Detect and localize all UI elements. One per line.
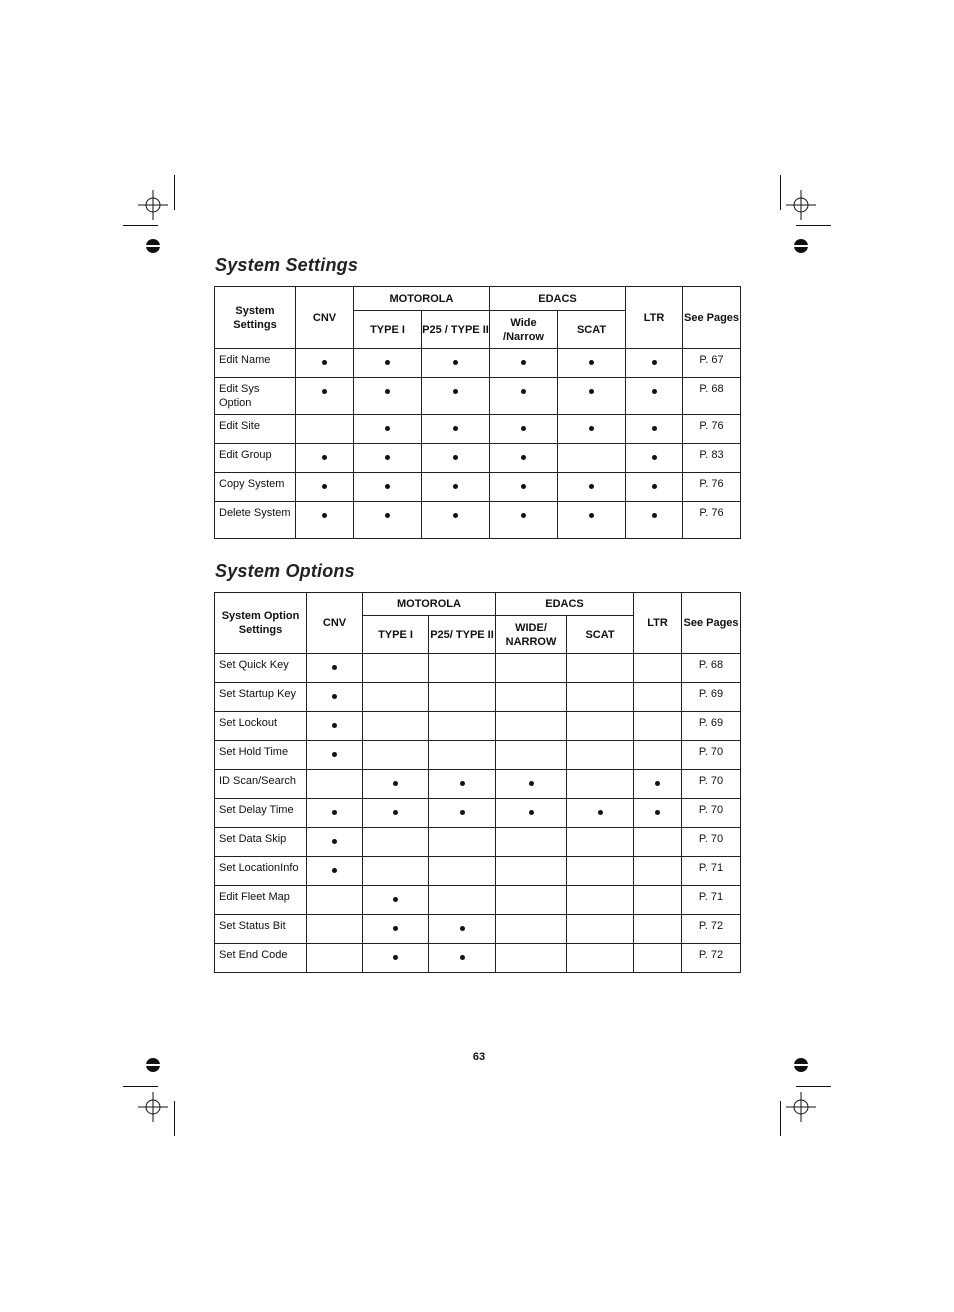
header-system-option-settings: System Option Settings [215,593,307,654]
row-setting-name: ID Scan/Search [215,770,307,799]
table-row [215,944,741,973]
bullet-dot-icon [529,781,534,786]
bullet-dot-icon [589,484,594,489]
header-motorola: MOTOROLA [354,287,490,311]
support-cell [626,502,683,539]
support-cell [296,415,354,444]
support-cell [558,502,626,539]
support-cell [429,770,496,799]
support-cell [363,683,429,712]
row-page-ref: P. 68 [683,378,741,415]
header-ltr: LTR [626,287,683,349]
row-page-ref: P. 83 [683,444,741,473]
row-setting-name: Set Data Skip [215,828,307,857]
bullet-dot-icon [460,810,465,815]
bullet-dot-icon [521,455,526,460]
table-row [215,683,741,712]
row-setting-name: Set Quick Key [215,654,307,683]
bullet-dot-icon [655,781,660,786]
support-cell [634,741,682,770]
support-cell [634,944,682,973]
row-setting-name: Set Status Bit [215,915,307,944]
bullet-dot-icon [332,839,337,844]
support-cell [634,712,682,741]
header-edacs: EDACS [496,593,634,616]
header-scat: SCAT [558,311,626,349]
row-page-ref: P. 69 [682,712,741,741]
bullet-dot-icon [332,868,337,873]
registration-mark-icon [138,190,168,220]
bullet-dot-icon [598,810,603,815]
bullet-dot-icon [521,513,526,518]
support-cell [307,944,363,973]
support-cell [567,915,634,944]
header-type1: TYPE I [363,616,429,654]
support-cell [363,944,429,973]
support-cell [490,473,558,502]
row-setting-name: Edit Sys Option [215,378,296,415]
support-cell [496,741,567,770]
bullet-dot-icon [460,926,465,931]
support-cell [626,415,683,444]
table-row [215,415,741,444]
bullet-dot-icon [652,389,657,394]
support-cell [307,857,363,886]
system-settings-title: System Settings [215,255,359,275]
support-cell [307,915,363,944]
bullet-dot-icon [589,360,594,365]
support-cell [429,915,496,944]
bullet-dot-icon [652,484,657,489]
bullet-dot-icon [385,426,390,431]
bullet-dot-icon [322,360,327,365]
support-cell [422,502,490,539]
bullet-dot-icon [385,455,390,460]
support-cell [496,915,567,944]
support-cell [626,378,683,415]
support-cell [429,828,496,857]
support-cell [626,444,683,473]
support-cell [567,828,634,857]
support-cell [429,654,496,683]
row-setting-name: Set Delay Time [215,799,307,828]
registration-mark-icon [138,1092,168,1122]
support-cell [634,654,682,683]
row-setting-name: Delete System [215,502,296,539]
support-cell [296,378,354,415]
bullet-dot-icon [332,752,337,757]
support-cell [307,770,363,799]
row-setting-name: Set Startup Key [215,683,307,712]
support-cell [307,886,363,915]
registration-mark-icon [786,190,816,220]
bullet-dot-icon [589,513,594,518]
support-cell [363,886,429,915]
bullet-dot-icon [453,455,458,460]
row-setting-name: Edit Site [215,415,296,444]
row-page-ref: P. 72 [682,915,741,944]
bullet-dot-icon [521,389,526,394]
header-wide-narrow: Wide /Narrow [490,311,558,349]
support-cell [490,444,558,473]
system-options-table [214,592,741,973]
support-cell [567,857,634,886]
support-cell [307,741,363,770]
header-wide-narrow: WIDE/ NARROW [496,616,567,654]
table-row [215,828,741,857]
table-row [215,915,741,944]
row-page-ref: P. 70 [682,828,741,857]
bullet-dot-icon [521,426,526,431]
header-p25: P25 / TYPE II [422,311,490,349]
support-cell [634,828,682,857]
table-row [215,770,741,799]
support-cell [422,378,490,415]
bullet-dot-icon [529,810,534,815]
support-cell [567,886,634,915]
row-setting-name: Set Hold Time [215,741,307,770]
support-cell [567,741,634,770]
row-page-ref: P. 76 [683,415,741,444]
support-cell [567,654,634,683]
row-page-ref: P. 76 [683,473,741,502]
support-cell [307,712,363,741]
bullet-dot-icon [652,513,657,518]
registration-dot-icon [146,1058,160,1072]
header-type1: TYPE I [354,311,422,349]
row-page-ref: P. 72 [682,944,741,973]
support-cell [496,683,567,712]
support-cell [363,712,429,741]
row-page-ref: P. 69 [682,683,741,712]
page-number: 63 [472,1051,486,1063]
header-cnv: CNV [296,287,354,349]
support-cell [354,444,422,473]
bullet-dot-icon [322,484,327,489]
support-cell [490,349,558,378]
row-page-ref: P. 68 [682,654,741,683]
row-page-ref: P. 70 [682,770,741,799]
support-cell [634,915,682,944]
support-cell [307,799,363,828]
support-cell [354,349,422,378]
bullet-dot-icon [460,781,465,786]
support-cell [496,712,567,741]
support-cell [429,799,496,828]
bullet-dot-icon [652,360,657,365]
row-page-ref: P. 70 [682,741,741,770]
header-system-settings: System Settings [215,287,296,349]
support-cell [490,378,558,415]
bullet-dot-icon [460,955,465,960]
support-cell [567,683,634,712]
table-row [215,473,741,502]
support-cell [496,654,567,683]
bullet-dot-icon [655,810,660,815]
table-row [215,502,741,539]
support-cell [626,473,683,502]
registration-dot-icon [794,239,808,253]
support-cell [429,683,496,712]
header-see-pages: See Pages [682,593,741,654]
support-cell [422,473,490,502]
support-cell [496,857,567,886]
bullet-dot-icon [322,513,327,518]
support-cell [296,473,354,502]
row-setting-name: Set LocationInfo [215,857,307,886]
support-cell [354,415,422,444]
header-see-pages: See Pages [683,287,741,349]
header-motorola: MOTOROLA [363,593,496,616]
support-cell [558,473,626,502]
support-cell [422,349,490,378]
header-p25: P25/ TYPE II [429,616,496,654]
bullet-dot-icon [521,484,526,489]
bullet-dot-icon [589,426,594,431]
support-cell [363,915,429,944]
support-cell [363,770,429,799]
support-cell [296,444,354,473]
support-cell [429,944,496,973]
support-cell [496,886,567,915]
bullet-dot-icon [453,484,458,489]
table-row [215,741,741,770]
bullet-dot-icon [652,455,657,460]
support-cell [363,654,429,683]
row-page-ref: P. 70 [682,799,741,828]
bullet-dot-icon [385,484,390,489]
bullet-dot-icon [393,897,398,902]
row-setting-name: Edit Fleet Map [215,886,307,915]
support-cell [634,857,682,886]
bullet-dot-icon [322,455,327,460]
registration-dot-icon [146,239,160,253]
table-row [215,444,741,473]
support-cell [363,799,429,828]
bullet-dot-icon [453,513,458,518]
bullet-dot-icon [332,723,337,728]
table-row [215,886,741,915]
table-row [215,378,741,415]
bullet-dot-icon [385,389,390,394]
support-cell [354,502,422,539]
support-cell [567,799,634,828]
support-cell [354,378,422,415]
bullet-dot-icon [393,926,398,931]
row-page-ref: P. 76 [683,502,741,539]
support-cell [558,415,626,444]
header-cnv: CNV [307,593,363,654]
support-cell [567,712,634,741]
table-row [215,799,741,828]
support-cell [558,378,626,415]
support-cell [496,944,567,973]
row-setting-name: Copy System [215,473,296,502]
table-row [215,712,741,741]
row-setting-name: Edit Group [215,444,296,473]
registration-mark-icon [786,1092,816,1122]
table-row [215,654,741,683]
bullet-dot-icon [385,360,390,365]
registration-dot-icon [794,1058,808,1072]
support-cell [363,741,429,770]
support-cell [422,415,490,444]
row-page-ref: P. 71 [682,886,741,915]
support-cell [634,683,682,712]
support-cell [363,828,429,857]
support-cell [496,770,567,799]
support-cell [307,654,363,683]
support-cell [490,502,558,539]
bullet-dot-icon [332,694,337,699]
row-setting-name: Edit Name [215,349,296,378]
bullet-dot-icon [322,389,327,394]
support-cell [558,444,626,473]
support-cell [429,712,496,741]
bullet-dot-icon [393,955,398,960]
table-row [215,349,741,378]
row-setting-name: Set End Code [215,944,307,973]
support-cell [296,502,354,539]
bullet-dot-icon [385,513,390,518]
support-cell [496,799,567,828]
support-cell [634,770,682,799]
header-scat: SCAT [567,616,634,654]
support-cell [354,473,422,502]
system-settings-table [214,286,741,539]
support-cell [429,741,496,770]
support-cell [634,886,682,915]
bullet-dot-icon [393,781,398,786]
support-cell [634,799,682,828]
row-page-ref: P. 67 [683,349,741,378]
support-cell [567,944,634,973]
support-cell [626,349,683,378]
support-cell [490,415,558,444]
bullet-dot-icon [332,665,337,670]
bullet-dot-icon [652,426,657,431]
support-cell [307,683,363,712]
bullet-dot-icon [453,389,458,394]
support-cell [429,857,496,886]
header-ltr: LTR [634,593,682,654]
bullet-dot-icon [589,389,594,394]
table-row [215,857,741,886]
support-cell [558,349,626,378]
row-setting-name: Set Lockout [215,712,307,741]
support-cell [307,828,363,857]
support-cell [429,886,496,915]
bullet-dot-icon [393,810,398,815]
support-cell [496,828,567,857]
support-cell [422,444,490,473]
bullet-dot-icon [521,360,526,365]
header-edacs: EDACS [490,287,626,311]
system-options-title: System Options [215,561,355,581]
support-cell [296,349,354,378]
bullet-dot-icon [332,810,337,815]
support-cell [363,857,429,886]
row-page-ref: P. 71 [682,857,741,886]
bullet-dot-icon [453,360,458,365]
bullet-dot-icon [453,426,458,431]
support-cell [567,770,634,799]
